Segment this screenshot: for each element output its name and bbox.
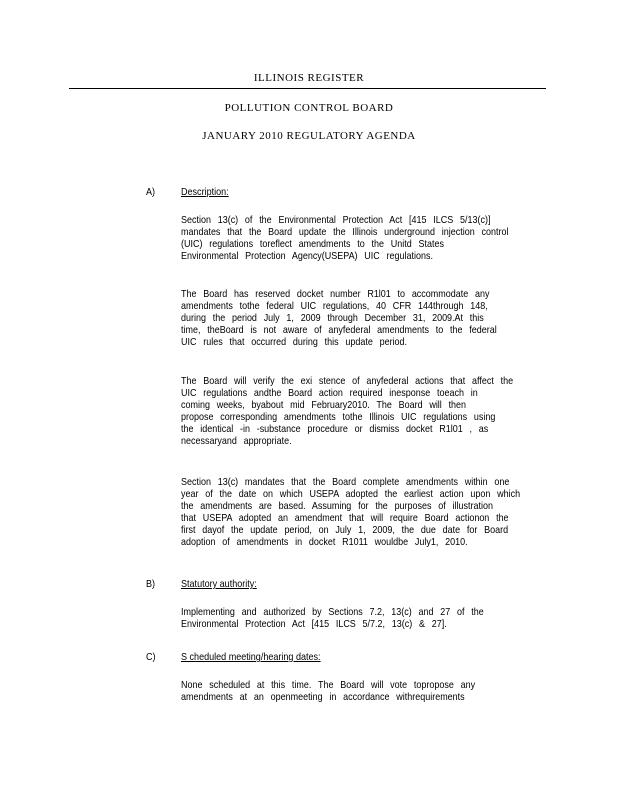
section-a-title: Description: bbox=[181, 186, 229, 198]
section-b-title: Statutory authority: bbox=[181, 578, 257, 590]
text-line: amendments at an openmeeting in accordance withrequirements bbox=[181, 690, 465, 703]
agenda-heading: JANUARY 2010 REGULATORY AGENDA bbox=[202, 130, 416, 142]
text-line: None scheduled at this time. The Board will vote topropose any bbox=[181, 679, 476, 691]
text-line: coming weeks, byabout mid February2010. The Board will then bbox=[181, 398, 467, 411]
text-line: (UIC) regulations toreflect amendments to the Unitd States bbox=[181, 237, 444, 250]
header-rule bbox=[69, 88, 546, 89]
text-line: that USEPA adopted an amendment that will require Board actionon the bbox=[181, 511, 509, 524]
text-line: Environmental Protection Act [415 ILCS 5/7.2, 13(c) & 27]. bbox=[181, 617, 447, 630]
section-a-letter: A) bbox=[146, 186, 156, 198]
text-line: year of the date on which USEPA adopted the earliest action upon which bbox=[181, 487, 521, 500]
text-line: Implementing and authorized by Sections 7.2, 13(c) and 27 of the bbox=[181, 606, 484, 618]
text-line: during the period July 1, 2009 through December 31, 2009.At this bbox=[181, 311, 484, 324]
text-line: propose corresponding amendments tothe Illinois UIC regulations using bbox=[181, 410, 496, 423]
text-line: UIC rules that occurred during this update period. bbox=[181, 335, 408, 348]
text-line: Environmental Protection Agency(USEPA) UIC regulations. bbox=[181, 249, 433, 262]
text-line: first dayof the update period, on July 1, 2009, the due date for Board bbox=[181, 523, 509, 536]
section-b-letter: B) bbox=[146, 578, 156, 590]
section-c-paragraph-1 bbox=[181, 680, 549, 704]
text-line: mandates that the Board update the Illinois underground injection control bbox=[181, 225, 509, 238]
text-line: adoption of amendments in docket R1011 wouldbe July1, 2010. bbox=[181, 535, 468, 548]
text-line: The Board has reserved docket number R1l01 to accommodate any bbox=[181, 288, 490, 300]
section-a-paragraph-1 bbox=[181, 215, 549, 263]
text-line: amendments tothe federal UIC regulations, 40 CFR 144through 148, bbox=[181, 299, 488, 312]
section-c-title: S cheduled meeting/hearing dates: bbox=[181, 651, 321, 663]
text-line: Section 13(c) mandates that the Board complete amendments within one bbox=[181, 476, 510, 488]
text-line: the amendments are based. Assuming for the purposes of illustration bbox=[181, 499, 493, 512]
register-heading: ILLINOIS REGISTER bbox=[253, 72, 365, 84]
section-a-paragraph-2 bbox=[181, 289, 549, 349]
section-a-paragraph-3 bbox=[181, 376, 549, 447]
text-line: time, theBoard is not aware of anyfederal amendments to the federal bbox=[181, 323, 497, 336]
text-line: Section 13(c) of the Environmental Protection Act [415 ILCS 5/13(c)] bbox=[181, 214, 491, 226]
text-line: UIC regulations andthe Board action required inesponse toeach in bbox=[181, 386, 478, 399]
text-line: The Board will verify the exi stence of anyfederal actions that affect the bbox=[181, 375, 514, 387]
text-line: necessaryand appropriate. bbox=[181, 434, 292, 447]
section-c-letter: C) bbox=[146, 651, 156, 663]
board-heading: POLLUTION CONTROL BOARD bbox=[224, 102, 394, 114]
section-a-paragraph-4 bbox=[181, 477, 549, 548]
text-line: the identical -in -substance procedure or dismiss docket R1l01 , as bbox=[181, 422, 489, 435]
section-b-paragraph-1 bbox=[181, 607, 549, 631]
